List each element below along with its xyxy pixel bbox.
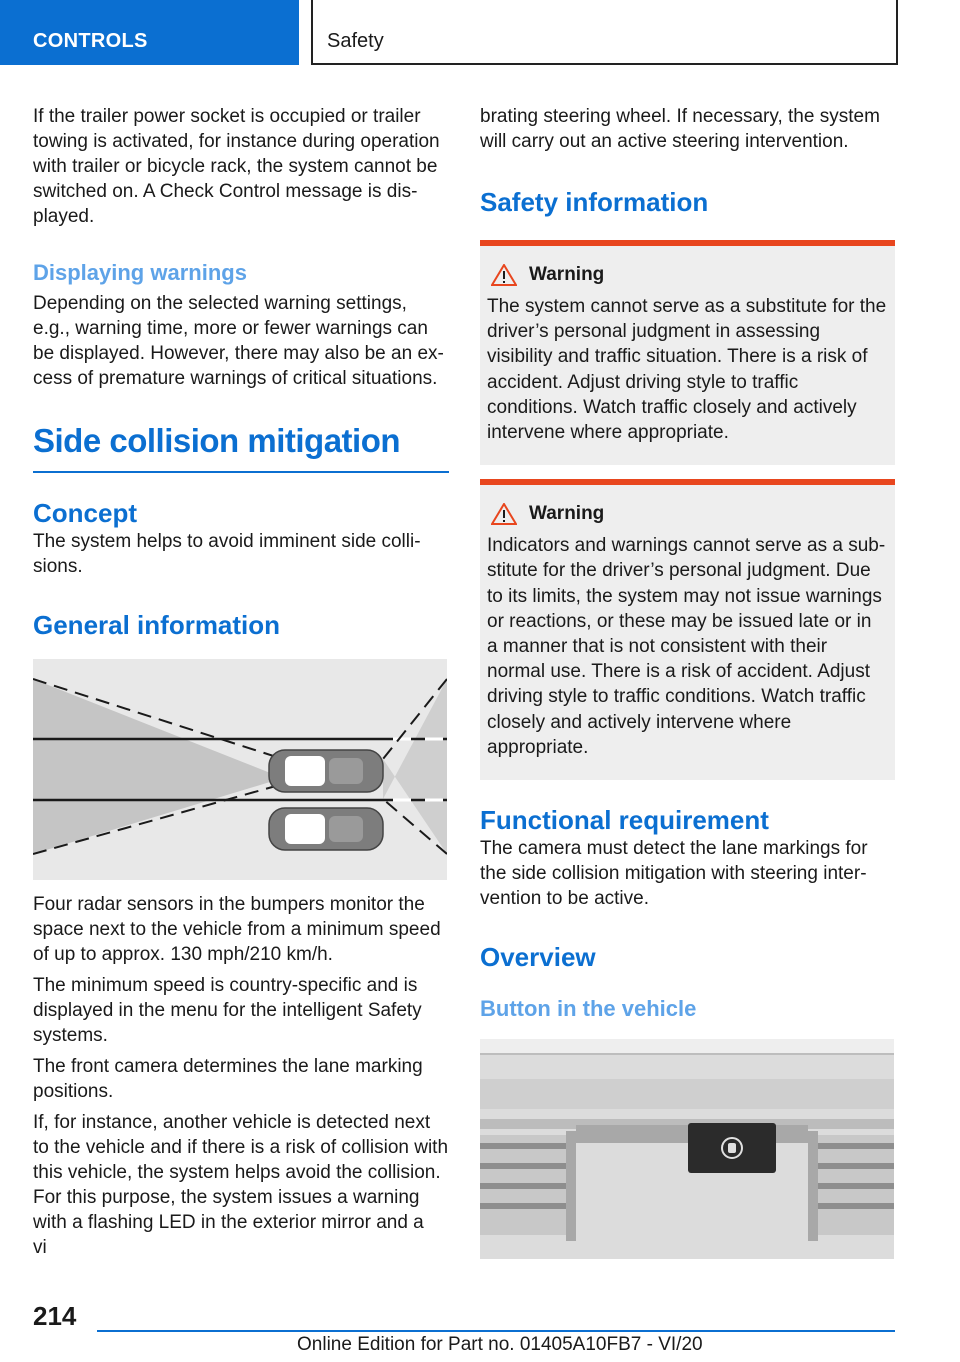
- car-top: [269, 750, 383, 792]
- functional-requirement-heading: Functional requirement: [480, 805, 769, 836]
- functional-requirement-text: The camera must detect the lane markings for the side collision mitigation with steering intervention to be active.: [480, 838, 868, 910]
- intro-paragraph: If the trailer power socket is occupied or trailer towing is activated, for instance during operation with trailer or bicycle rack, the system cannot be switched on. A Check Control message is displayed.: [33, 106, 440, 227]
- right-column: [480, 104, 896, 1259]
- safety-information-heading: Safety information: [480, 187, 709, 217]
- footer-rule: [97, 1330, 895, 1332]
- concept-text: The system helps to avoid imminent side collisions.: [33, 531, 421, 577]
- front-camera-text: The front camera determines the lane marking positions.: [33, 1056, 423, 1102]
- car-bottom: [269, 808, 383, 850]
- warning-box-2: [480, 479, 895, 780]
- chapter-tab: [311, 0, 898, 65]
- section-label: CONTROLS: [33, 30, 148, 52]
- dashboard-illustration: [480, 1039, 894, 1259]
- general-information-heading: General information: [33, 610, 281, 640]
- side-collision-heading: Side collision mitigation: [33, 421, 449, 473]
- left-column: [33, 104, 449, 1266]
- minimum-speed-text: The minimum speed is country-specific and is displayed in the menu for the intelligent Safety systems.: [33, 975, 422, 1046]
- warning-text: The system cannot serve as a substitute for the driver’s personal judgment in assessing visibility and traffic situation. There is a risk of accident. Adjust driving style to traffic conditions. Watch traffic closely and actively intervene where appropriate.: [487, 296, 887, 444]
- radar-diagram: [33, 659, 447, 880]
- warning-box-1: [480, 240, 895, 465]
- warning-title: Warning: [529, 264, 605, 285]
- concept-heading: Concept: [33, 498, 137, 528]
- button-in-vehicle-heading: Button in the vehicle: [480, 996, 697, 1022]
- edition-info: Online Edition for Part no. 01405A10FB7 - VI/20: [297, 1334, 703, 1355]
- warning-text: Indicators and warnings cannot serve as a substitute for the driver’s personal judgment. Due to its limits, the system may not issue warnings or reactions, or these may be issued late or in a manner that is not consistent with their normal use. There is a risk of accident. Adjust driving style to traffic conditions. Watch traffic closely and actively intervene where appropriate.: [487, 535, 886, 758]
- overview-heading: Overview: [480, 942, 596, 973]
- section-tab: [0, 0, 299, 65]
- continuation-paragraph: brating steering wheel. If necessary, the system will carry out an active steering intervention.: [480, 106, 880, 152]
- radar-sensors-text: Four radar sensors in the bumpers monitor the space next to the vehicle from a minimum speed of up to approx. 130 mph/210 km/h.: [33, 894, 441, 965]
- collision-warning-text: If, for instance, another vehicle is detected next to the vehicle and if there is a risk of collision with this vehicle, the system helps avoid the collision. For this purpose, the system issues a warning with a flashing LED in the exterior mirror and a vi: [33, 1112, 449, 1258]
- warning-triangle-icon: [491, 264, 517, 286]
- right-air-vent: [808, 1131, 894, 1241]
- warning-title: Warning: [529, 503, 605, 525]
- vehicle-button-photo: [480, 1039, 894, 1259]
- radar-coverage-illustration: [33, 659, 447, 880]
- displaying-warnings-heading: Displaying warnings: [33, 260, 247, 285]
- chapter-label: Safety: [327, 30, 384, 52]
- page-number: 214: [33, 1301, 77, 1331]
- displaying-warnings-text: Depending on the selected warning settings, e.g., warning time, more or fewer warnings can be displayed. However, there may also be an excess of premature warnings of critical situations.: [33, 293, 444, 389]
- left-air-vent: [480, 1131, 576, 1241]
- warning-triangle-icon: [491, 503, 517, 525]
